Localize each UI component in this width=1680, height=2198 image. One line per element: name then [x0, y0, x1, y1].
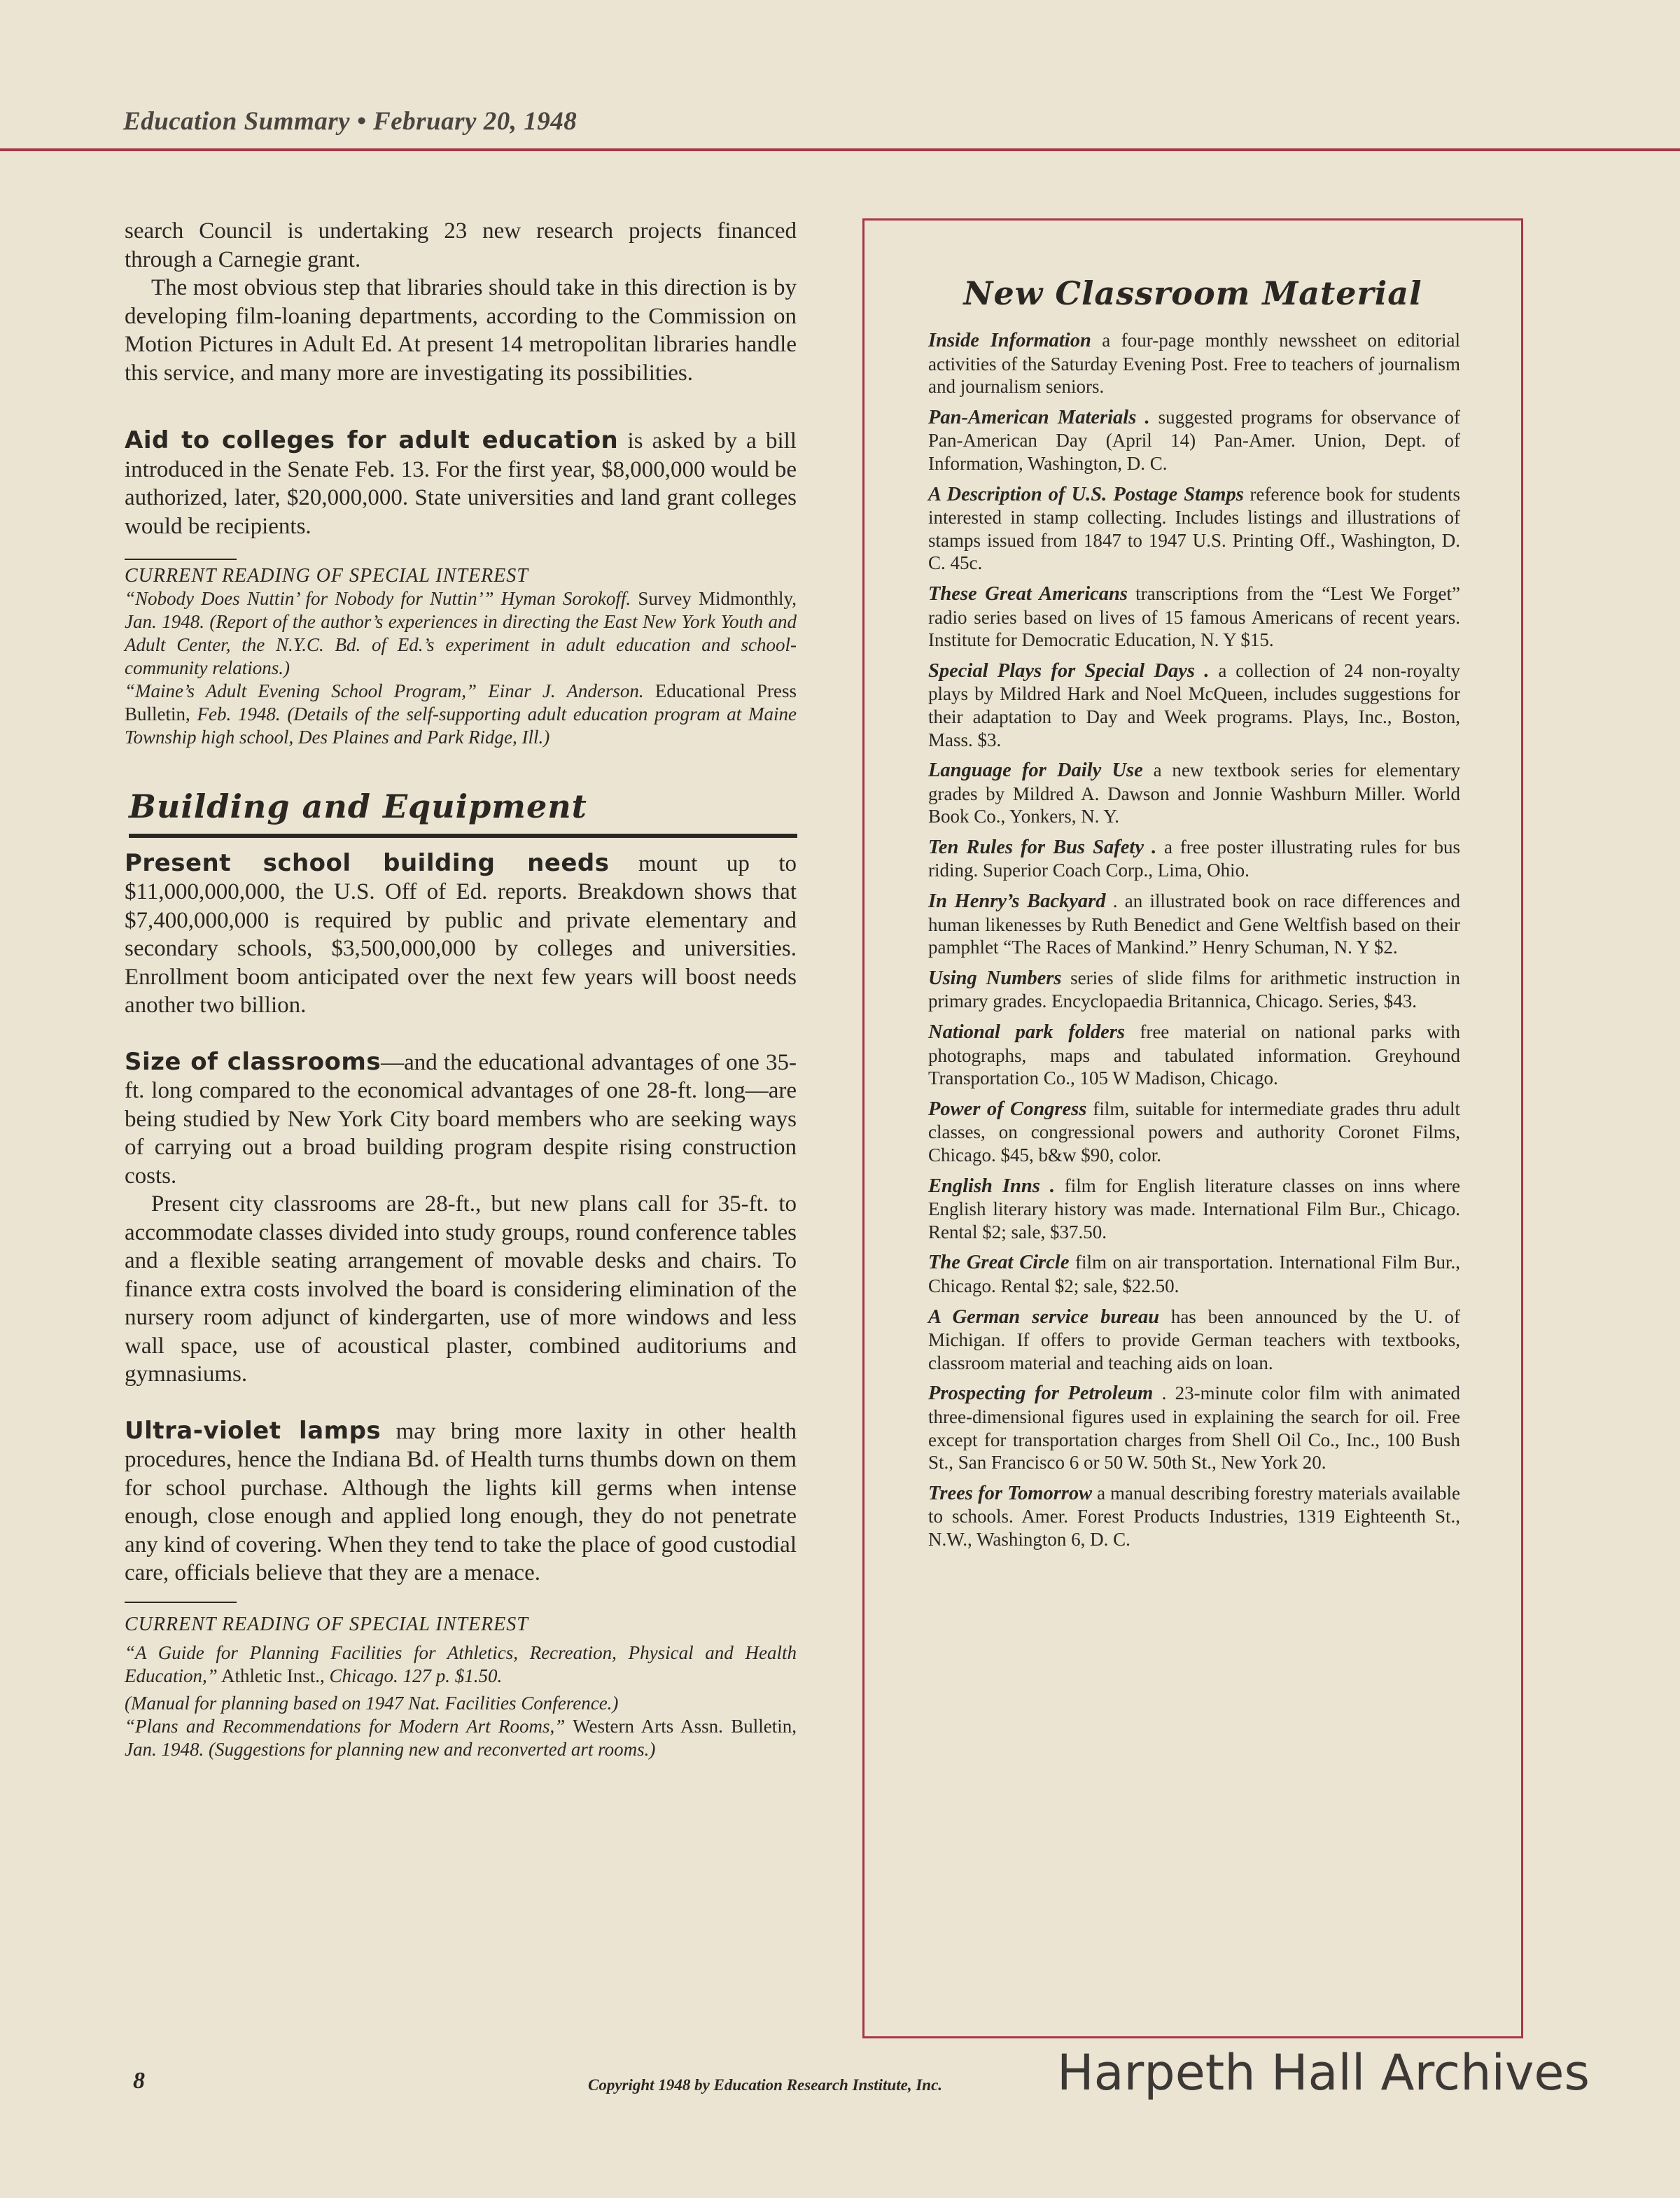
classroom-material-list: [928, 329, 1460, 1559]
material-item-title: Special Plays for Special Days .: [928, 659, 1210, 682]
article-text: is asked by a bill introduced in the Senate Feb. 13. For the first year, $8,000,000 would be authorized, later, $20,000,000. State universities and land grant colleges would be recipients.: [125, 428, 797, 539]
article-lead: Aid to colleges for adult education: [125, 426, 619, 454]
material-item-title: These Great Americans: [928, 582, 1128, 605]
paragraph-classrooms: Present city classrooms are 28-ft., but new plans call for 35-ft. to accommodate classes divided into study groups, round conference tables and a flexible seating arrangement of movable desks and chairs. To finance extra costs involved the board is considering elimination of the nursery room adjunct of kindergarten, use of more windows and less wall space, use of acoustical plaster, combined auditoriums and gymnasiums.: [125, 1191, 797, 1387]
material-item-title: Ten Rules for Bus Safety .: [928, 836, 1157, 858]
section-heading-building: Building and Equipment: [129, 788, 587, 825]
reading-note: (Manual for planning based on 1947 Nat. Facilities Conference.): [125, 1692, 619, 1714]
material-item-title: Power of Congress: [928, 1098, 1087, 1120]
material-item-description: transcriptions from the “Lest We Forget” radio series based on lives of 15 famous Americans of recent years. Institute for Democratic Education, N. Y $15.: [928, 582, 1460, 651]
material-item-description: a four-page monthly newssheet on editorial activities of the Saturday Evening Post. Free to teachers of journalism and journalism seniors.: [928, 330, 1460, 398]
material-item: [928, 1306, 1460, 1375]
article-ultra-violet-lamps: Ultra-violet lamps may bring more laxity in other health procedures, hence the Indiana Bd. of Health turns thumbs down on them for school purchase. Although the lights kill germs when intense enough, close enough and applied long enough, they do not penetrate any kind of covering. When they tend to take the place of good custodial care, officials believe that they are a menace.: [125, 1416, 797, 1586]
material-item-description: a new textbook series for elementary grades by Mildred A. Dawson and Jonnie Washburn Miller. World Book Co., Yonkers, N. Y.: [928, 760, 1461, 827]
material-item-description: a collection of 24 non-royalty plays by Mildred Hark and Noel McQueen, includes suggestions for their adaptation to Day and Week programs. Plays, Inc., Boston, Mass. $3.: [928, 659, 1460, 750]
material-item: [928, 1021, 1460, 1090]
material-item-description: reference book for students interested in stamp collecting. Includes listings and illustrations of stamps issued from 1847 to 1947 U.S. Printing Off., Washington, D. C. 45c.: [928, 483, 1461, 574]
current-reading-2: [125, 1613, 797, 1761]
material-item: [928, 483, 1460, 575]
article-aid-to-colleges: [125, 426, 797, 540]
copyright-notice: Copyright 1948 by Education Research Institute, Inc.: [588, 2076, 943, 2094]
material-item: [928, 659, 1460, 751]
material-item-title: Inside Information: [928, 330, 1091, 351]
material-item: [928, 329, 1460, 398]
material-item: [928, 1382, 1460, 1474]
article-building-needs: Present school building needs mount up to $11,000,000,000, the U.S. Off of Ed. reports. Breakdown shows that $7,400,000,000 is required by public and private elementary and secondary schools, $3,500,000,000 by colleges and universities. Enrollment boom anticipated over the next few years will boost needs another two billion.: [125, 848, 797, 1018]
material-item: [928, 1251, 1460, 1297]
material-item: [928, 406, 1460, 475]
material-item-title: National park folders: [928, 1021, 1125, 1044]
reading-entry: “A Guide for Planning Facilities for Athletics, Recreation, Physical and Health Education,” Athletic Inst., Chicago. 127 p. $1.50.: [125, 1642, 797, 1686]
section-rule: [129, 834, 797, 838]
divider: [125, 1602, 237, 1603]
material-item-description: film, suitable for intermediate grades thru adult classes, on congressional powers and authority Coronet Films, Chicago. $45, b&w $90, color.: [928, 1098, 1460, 1166]
box-title: New Classroom Material: [963, 274, 1422, 312]
material-item-description: a free poster illustrating rules for bus riding. Superior Coach Corp., Lima, Ohio.: [928, 836, 1461, 881]
material-item: [928, 759, 1460, 828]
material-item: [928, 967, 1460, 1013]
material-item-title: Prospecting for Petroleum: [928, 1382, 1154, 1405]
material-item: [928, 1098, 1460, 1167]
archive-watermark: Harpeth Hall Archives: [1057, 2044, 1590, 2101]
material-item-title: Pan-American Materials .: [928, 406, 1150, 428]
material-item-description: suggested programs for observance of Pan-American Day (April 14) Pan-Amer. Union, Dept. of Information, Washington, D. C.: [928, 406, 1460, 474]
material-item-title: Using Numbers: [928, 967, 1062, 989]
material-item-title: Language for Daily Use: [928, 760, 1143, 782]
running-header: Education Summary • February 20, 1948: [123, 107, 578, 136]
page-number: 8: [133, 2068, 145, 2094]
header-rule: [0, 148, 1680, 151]
material-item-title: The Great Circle: [928, 1252, 1070, 1274]
material-item-description: . 23-minute color film with animated three-dimensional figures used in explaining the search for oil. Free except for transportation charges from Shell Oil Co., Inc., 100 Bush St., San Francisco 6 or 50 W. 50th St., New York 20.: [928, 1382, 1460, 1474]
divider: [125, 559, 237, 560]
material-item-title: A Description of U.S. Postage Stamps: [928, 483, 1244, 505]
material-item-description: free material on national parks with photographs, maps and tabulated information. Greyhound Transportation Co., 105 W Madison, Chicago.: [928, 1021, 1460, 1089]
material-item-description: has been announced by the U. of Michigan. If offers to provide German teachers with textbooks, classroom material and teaching aids on loan.: [928, 1306, 1460, 1373]
paragraph-continued: search Council is undertaking 23 new research projects financed through a Carnegie grant.: [125, 218, 797, 272]
article-size-of-classrooms: Size of classrooms—and the educational advantages of one 35-ft. long compared to the economical advantages of one 28-ft. long—are being studied by New York City board members who are seeking ways of carrying out a broad building program despite rising construction costs.: [125, 1047, 797, 1189]
material-item-description: a manual describing forestry materials available to schools. Amer. Forest Products Industries, 1319 Eighteenth St., N.W., Washington 6, D. C.: [928, 1482, 1460, 1550]
material-item-title: English Inns .: [928, 1175, 1056, 1197]
reading-title: CURRENT READING OF SPECIAL INTEREST: [125, 565, 528, 587]
reading-title: CURRENT READING OF SPECIAL INTEREST: [125, 1613, 528, 1635]
material-item: [928, 1175, 1460, 1244]
material-item-description: film for English literature classes on inns where English literary history was made. International Film Bur., Chicago. Rental $2; sale, $37.50.: [928, 1175, 1460, 1242]
material-item-title: A German service bureau: [928, 1306, 1160, 1328]
material-item-description: series of slide films for arithmetic instruction in primary grades. Encyclopaedia Britannica, Chicago. Series, $43.: [928, 967, 1461, 1012]
reading-entry: “Plans and Recommendations for Modern Art Rooms,” Western Arts Assn. Bulletin, Jan. 1948. (Suggestions for planning new and reconverted art rooms.): [125, 1715, 797, 1760]
reading-entry: “Nobody Does Nuttin’ for Nobody for Nuttin’” Hyman Sorokoff. Survey Midmonthly, Jan. 1948. (Report of the author’s experiences in directing the East New York Youth and Adult Center, the N.Y.C. Bd. of Ed.’s experiment in adult education and school-community relations.): [125, 588, 797, 678]
material-item-description: film on air transportation. International Film Bur., Chicago. Rental $2; sale, $22.50.: [928, 1252, 1461, 1296]
reading-entry: “Maine’s Adult Evening School Program,” Einar J. Anderson. Educational Press Bulletin, Feb. 1948. (Details of the self-supporting adult education program at Maine Township high school, Des Plaines and Park Ridge, Ill.): [125, 680, 797, 748]
left-column: [125, 217, 797, 1761]
material-item-title: Trees for Tomorrow: [928, 1482, 1093, 1504]
current-reading-1: [125, 564, 797, 749]
material-item: [928, 836, 1460, 882]
material-item: [928, 1482, 1460, 1551]
material-item: [928, 890, 1460, 959]
material-item-description: . an illustrated book on race differences and human likenesses by Ruth Benedict and Gene Weltfish based on their pamphlet “The Races of Mankind.” Henry Schuman, N. Y $2.: [928, 890, 1460, 958]
paragraph-libraries: The most obvious step that libraries should take in this direction is by developing film-loaning departments, according to the Commission on Motion Pictures in Adult Ed. At present 14 metropolitan libraries handle this service, and many more are investigating its possibilities.: [125, 275, 797, 386]
material-item: [928, 582, 1460, 652]
material-item-title: In Henry’s Backyard: [928, 890, 1106, 913]
